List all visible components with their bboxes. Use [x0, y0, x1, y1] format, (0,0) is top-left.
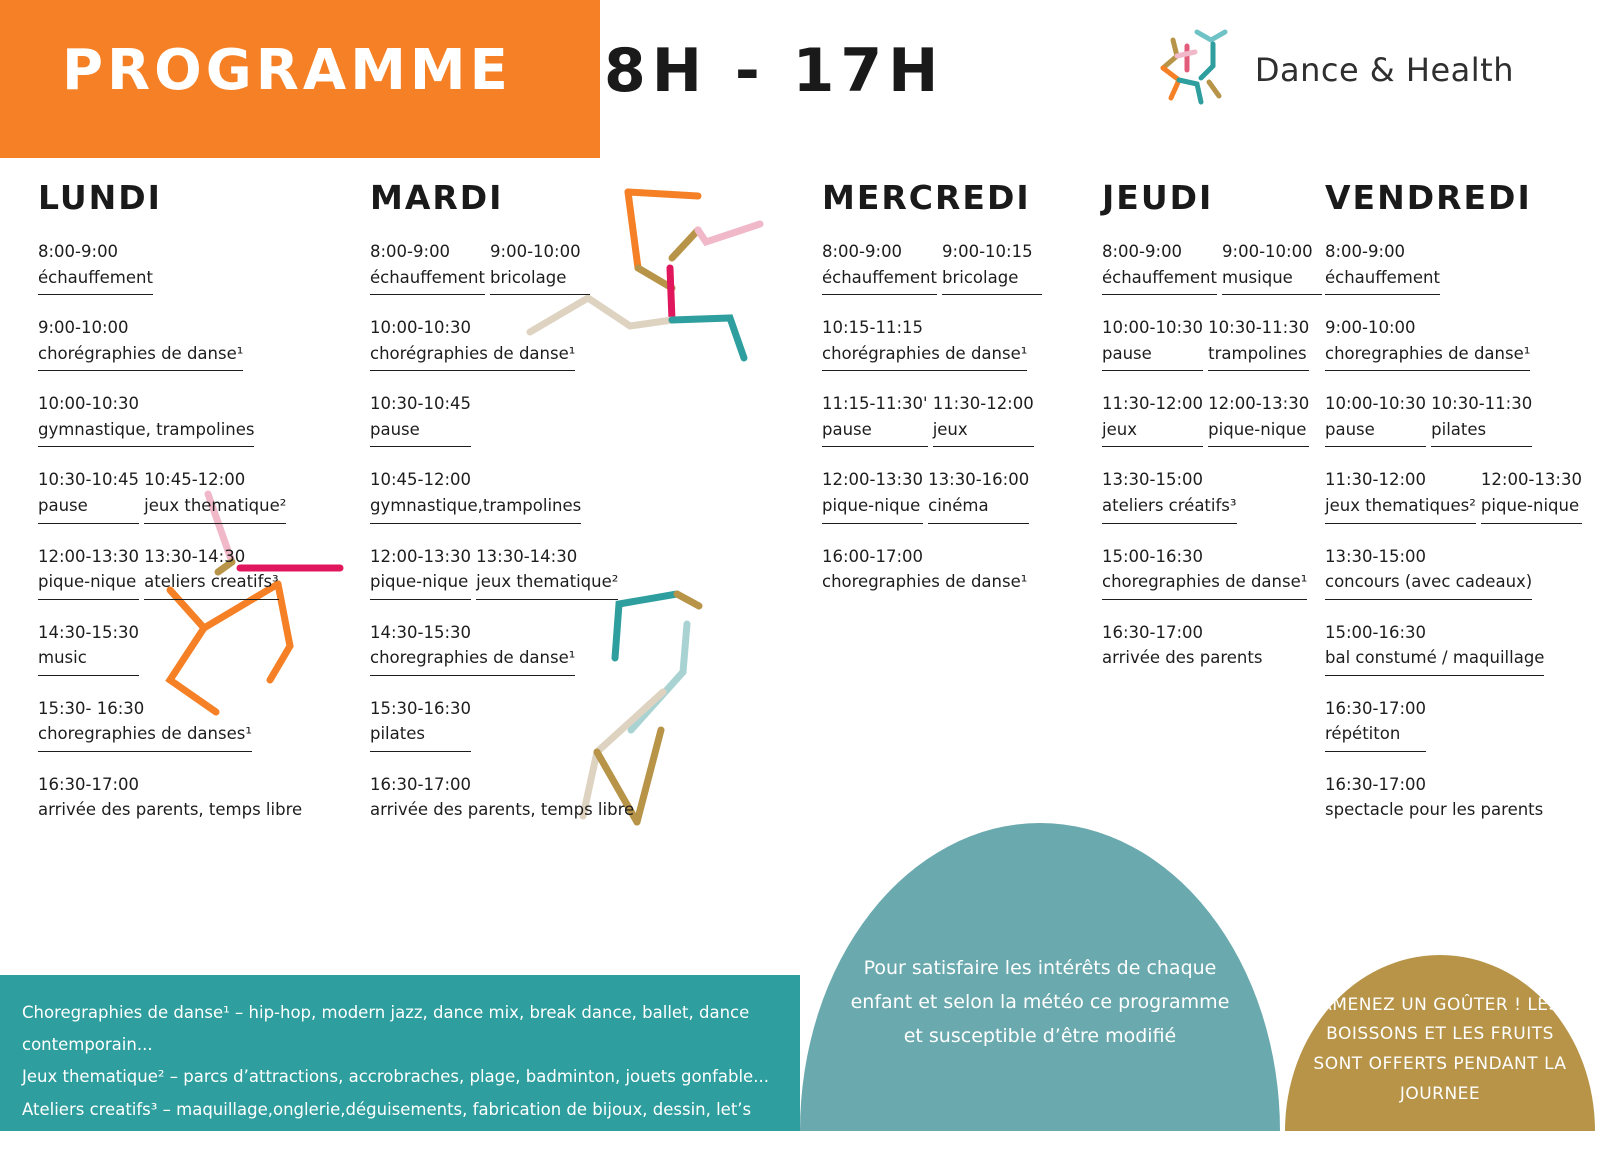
- schedule-slot: [822, 239, 937, 302]
- slot-time: 11:30-12:00: [932, 394, 1034, 414]
- slot-activity: échauffement: [1325, 267, 1440, 287]
- slot-divider: [370, 523, 581, 524]
- slot-time: 10:45-12:00: [370, 470, 472, 490]
- slot-time: 14:30-15:30: [370, 622, 472, 642]
- slot-divider: [38, 370, 243, 371]
- schedule-slot: [1325, 620, 1544, 683]
- slot-activity: choregraphies de danse¹: [1325, 343, 1531, 363]
- slot-activity: pique-nique: [38, 572, 137, 592]
- day-title: LUNDI: [38, 178, 162, 217]
- slot-activity: pause: [38, 495, 88, 515]
- schedule-slot: [38, 696, 252, 759]
- schedule-slot: [1325, 544, 1532, 607]
- slot-time: 8:00-9:00: [38, 242, 119, 261]
- day-title: MERCREDI: [822, 178, 1031, 217]
- slot-divider: [1208, 370, 1309, 371]
- schedule-slot: [370, 315, 575, 378]
- slot-time: 10:00-10:30: [1102, 318, 1204, 338]
- slot-activity: jeux thematiques²: [1325, 495, 1476, 515]
- slot-activity: pique-nique: [822, 495, 921, 515]
- slot-time: 9:00-10:00: [1222, 242, 1313, 261]
- slot-divider: [370, 446, 471, 447]
- schedule-slot: [490, 239, 590, 302]
- slot-activity: pause: [370, 419, 420, 439]
- day-title: VENDREDI: [1325, 178, 1532, 217]
- slot-time: 10:45-12:00: [144, 470, 246, 490]
- slot-time: 14:30-15:30: [38, 622, 140, 642]
- slot-activity: pique-nique: [370, 572, 469, 592]
- slot-divider: [370, 599, 471, 600]
- slot-activity: spectacle pour les parents: [1325, 800, 1544, 820]
- slot-divider: [1325, 599, 1532, 600]
- schedule-slot: [942, 239, 1042, 302]
- schedule-slot: [38, 620, 139, 683]
- slot-time: 10:30-10:45: [38, 470, 140, 490]
- slot-time: 16:30-17:00: [1325, 698, 1427, 718]
- slot-time: 16:30-17:00: [1102, 622, 1204, 642]
- slot-activity: pause: [1325, 419, 1375, 439]
- slot-time: 10:00-10:30: [370, 318, 472, 338]
- schedule-slot: [1481, 467, 1582, 530]
- day-title: MARDI: [370, 178, 504, 217]
- schedule-slot: [370, 544, 471, 607]
- schedule-slot: [38, 239, 153, 302]
- slot-divider: [1222, 294, 1322, 295]
- slot-time: 8:00-9:00: [1102, 242, 1183, 261]
- slot-activity: chorégraphies de danse¹: [822, 343, 1028, 363]
- schedule-slot: [1208, 391, 1309, 454]
- slot-activity: pique-nique: [1208, 419, 1307, 439]
- slot-divider: [822, 370, 1027, 371]
- slot-time: 9:00-10:00: [38, 318, 129, 338]
- slot-activity: jeux thematique²: [144, 495, 287, 515]
- schedule-slot: [1325, 391, 1426, 454]
- slot-divider: [822, 523, 923, 524]
- slot-activity: jeux: [932, 419, 968, 439]
- note-weather: [800, 823, 1280, 1131]
- schedule-slot: [822, 315, 1027, 378]
- slot-activity: ateliers créatifs³: [1102, 495, 1237, 515]
- slot-time: 9:00-10:00: [490, 242, 581, 261]
- slot-time: 16:00-17:00: [822, 546, 924, 566]
- slot-divider: [822, 599, 1027, 600]
- day-column-mardi: [370, 178, 670, 848]
- slot-divider: [1325, 294, 1440, 295]
- slot-activity: ateliers creatifs³: [144, 572, 279, 592]
- slot-time: 13:30-15:00: [1325, 546, 1427, 566]
- slot-time: 13:30-15:00: [1102, 470, 1204, 490]
- day-column-mercredi: [822, 178, 1112, 620]
- day-title: JEUDI: [1102, 178, 1214, 217]
- schedule-slot: [370, 467, 581, 530]
- header-hours: 8H - 17H: [604, 36, 945, 106]
- slot-time: 11:30-12:00: [1325, 470, 1427, 490]
- slot-time: 10:15-11:15: [822, 318, 924, 338]
- slot-time: 16:30-17:00: [1325, 774, 1427, 794]
- note-weather-text: Pour satisfaire les intérêts de chaque enfant et selon la météo ce programme et susceptible d’être modifié: [850, 956, 1230, 1048]
- slot-time: 10:30-11:30: [1208, 318, 1310, 338]
- slot-activity: concours (avec cadeaux): [1325, 572, 1533, 592]
- schedule-slot: [822, 544, 1027, 607]
- slot-activity: trampolines: [1208, 343, 1307, 363]
- schedule-slot: [370, 696, 471, 759]
- slot-divider: [490, 294, 590, 295]
- slot-time: 12:00-13:30: [822, 470, 924, 490]
- schedule-slot: [144, 544, 279, 607]
- schedule-slot: [370, 620, 575, 683]
- slot-divider: [1102, 294, 1217, 295]
- slot-activity: jeux thematique²: [476, 572, 619, 592]
- schedule-slot: [1431, 391, 1532, 454]
- slot-time: 12:00-13:30: [1480, 470, 1582, 490]
- schedule-slot: [1102, 239, 1217, 302]
- slot-divider: [38, 523, 139, 524]
- legend-panel: [0, 975, 800, 1151]
- slot-activity: échauffement: [822, 267, 937, 287]
- slot-activity: pique-nique: [1480, 495, 1580, 515]
- slot-divider: [1325, 751, 1426, 752]
- slot-divider: [1325, 446, 1426, 447]
- dancer-logo-icon: [1151, 22, 1237, 118]
- slot-divider: [1208, 446, 1309, 447]
- slot-divider: [1325, 675, 1544, 676]
- slot-activity: bal constumé / maquillage: [1325, 648, 1545, 668]
- slot-divider: [1102, 599, 1307, 600]
- slot-time: 15:30-16:30: [370, 698, 472, 718]
- schedule-slot: [370, 239, 485, 302]
- slot-divider: [144, 599, 279, 600]
- slot-divider: [928, 523, 1029, 524]
- schedule-slot: [38, 772, 302, 835]
- slot-time: 13:30-16:00: [928, 470, 1030, 490]
- slot-activity: arrivée des parents, temps libre: [370, 800, 635, 820]
- schedule-slot: [1102, 620, 1262, 683]
- slot-activity: échauffement: [38, 267, 153, 287]
- schedule-slot: [38, 315, 243, 378]
- slot-divider: [370, 294, 485, 295]
- schedule-slot: [1222, 239, 1322, 302]
- schedule-slot: [38, 391, 254, 454]
- slot-time: 12:00-13:30: [1208, 394, 1310, 414]
- slot-activity: gymnastique, trampolines: [38, 419, 255, 439]
- slot-time: 12:00-13:30: [370, 546, 472, 566]
- slot-time: 8:00-9:00: [370, 242, 451, 261]
- note-snack-text: AMENEZ UN GOÛTER ! LES BOISSONS ET LES FRUITS SONT OFFERTS PENDANT LA JOURNEE: [1313, 994, 1567, 1104]
- day-column-jeudi: [1102, 178, 1362, 696]
- slot-activity: arrivée des parents, temps libre: [38, 800, 303, 820]
- schedule-slot: [38, 544, 139, 607]
- schedule-slot: [1102, 391, 1203, 454]
- slot-activity: bricolage: [942, 267, 1019, 287]
- slot-divider: [370, 675, 575, 676]
- page-title: PROGRAMME: [62, 38, 512, 103]
- slot-divider: [370, 827, 634, 828]
- slot-time: 16:30-17:00: [370, 774, 472, 794]
- slot-divider: [38, 446, 254, 447]
- slot-divider: [822, 446, 928, 447]
- slot-time: 8:00-9:00: [822, 242, 903, 261]
- schedule-slot: [1325, 467, 1476, 530]
- slot-divider: [1102, 446, 1203, 447]
- legend-line: Jeux thematique² – parcs d’attractions, accrobraches, plage, badminton, jouets gonfable...: [22, 1067, 769, 1087]
- slot-time: 15:00-16:30: [1325, 622, 1427, 642]
- slot-activity: jeux: [1102, 419, 1137, 439]
- slot-divider: [942, 294, 1042, 295]
- slot-time: 12:00-13:30: [38, 546, 140, 566]
- slot-activity: choregraphies de danse¹: [370, 648, 576, 668]
- schedule-slot: [38, 467, 139, 530]
- schedule-slot: [1325, 696, 1426, 759]
- slot-time: 15:30- 16:30: [38, 698, 145, 718]
- slot-divider: [476, 599, 618, 600]
- slot-divider: [38, 599, 139, 600]
- slot-divider: [1102, 370, 1203, 371]
- schedule-slot: [1102, 315, 1203, 378]
- slot-time: 8:00-9:00: [1325, 242, 1406, 261]
- schedule-slot: [370, 391, 471, 454]
- slot-time: 15:00-16:30: [1102, 546, 1204, 566]
- day-column-vendredi: [1325, 178, 1595, 848]
- slot-divider: [1102, 523, 1237, 524]
- legend-line: Choregraphies de danse¹ – hip-hop, modern jazz, dance mix, break dance, ballet, dance contemporain...: [22, 1003, 750, 1055]
- slot-activity: musique: [1222, 267, 1293, 287]
- legend-line: Ateliers creatifs³ – maquillage,onglerie,déguisements, fabrication de bijoux, dessin, let’s dance...: [22, 1099, 752, 1151]
- slot-divider: [1481, 523, 1582, 524]
- slot-activity: music: [38, 648, 87, 668]
- slot-divider: [1102, 675, 1262, 676]
- slot-divider: [38, 294, 153, 295]
- slot-divider: [38, 675, 139, 676]
- slot-time: 13:30-14:30: [144, 546, 246, 566]
- slot-time: 10:00-10:30: [1325, 394, 1427, 414]
- slot-activity: pilates: [370, 724, 425, 744]
- slot-activity: choregraphies de danses¹: [38, 724, 252, 744]
- slot-activity: choregraphies de danse¹: [1102, 572, 1308, 592]
- slot-time: 16:30-17:00: [38, 774, 140, 794]
- slot-activity: pause: [822, 419, 872, 439]
- slot-time: 10:30-10:45: [370, 394, 472, 414]
- schedule-slot: [370, 772, 634, 835]
- schedule-slot: [1325, 772, 1543, 835]
- slot-divider: [38, 751, 252, 752]
- slot-divider: [144, 523, 286, 524]
- slot-activity: pause: [1102, 343, 1152, 363]
- slot-activity: chorégraphies de danse¹: [370, 343, 576, 363]
- slot-time: 13:30-14:30: [476, 546, 578, 566]
- slot-divider: [1325, 827, 1543, 828]
- schedule-slot: [476, 544, 618, 607]
- note-snack: [1285, 955, 1595, 1131]
- slot-activity: choregraphies de danse¹: [822, 572, 1028, 592]
- brand-name: Dance & Health: [1254, 51, 1514, 89]
- slot-divider: [822, 294, 937, 295]
- slot-activity: cinéma: [928, 495, 989, 515]
- slot-activity: arrivée des parents: [1102, 648, 1263, 668]
- brand: [1151, 22, 1514, 118]
- slot-time: 9:00-10:15: [942, 242, 1033, 261]
- schedule-slot: [1102, 467, 1237, 530]
- schedule-slot: [1208, 315, 1309, 378]
- slot-time: 10:30-11:30: [1431, 394, 1533, 414]
- slot-activity: échauffement: [370, 267, 485, 287]
- slot-divider: [1325, 523, 1476, 524]
- schedule-slot: [822, 467, 923, 530]
- slot-time: 9:00-10:00: [1325, 318, 1416, 338]
- slot-divider: [370, 370, 575, 371]
- slot-activity: répétiton: [1325, 724, 1401, 744]
- schedule-slot: [1325, 315, 1530, 378]
- slot-divider: [1431, 446, 1532, 447]
- slot-activity: chorégraphies de danse¹: [38, 343, 244, 363]
- schedule-slot: [1102, 544, 1307, 607]
- slot-activity: pilates: [1431, 419, 1487, 439]
- slot-time: 11:15-11:30': [822, 394, 928, 414]
- schedule-slot: [928, 467, 1029, 530]
- slot-divider: [38, 827, 302, 828]
- schedule-slot: [933, 391, 1034, 454]
- slot-activity: gymnastique,trampolines: [370, 495, 582, 515]
- slot-time: 10:00-10:30: [38, 394, 140, 414]
- slot-time: 11:30-12:00: [1102, 394, 1204, 414]
- slot-divider: [933, 446, 1034, 447]
- schedule-slot: [144, 467, 286, 530]
- slot-activity: échauffement: [1102, 267, 1217, 287]
- day-column-lundi: [38, 178, 338, 848]
- schedule-slot: [822, 391, 928, 454]
- slot-divider: [1325, 370, 1530, 371]
- slot-divider: [370, 751, 471, 752]
- slot-activity: bricolage: [490, 267, 567, 287]
- schedule-slot: [1325, 239, 1440, 302]
